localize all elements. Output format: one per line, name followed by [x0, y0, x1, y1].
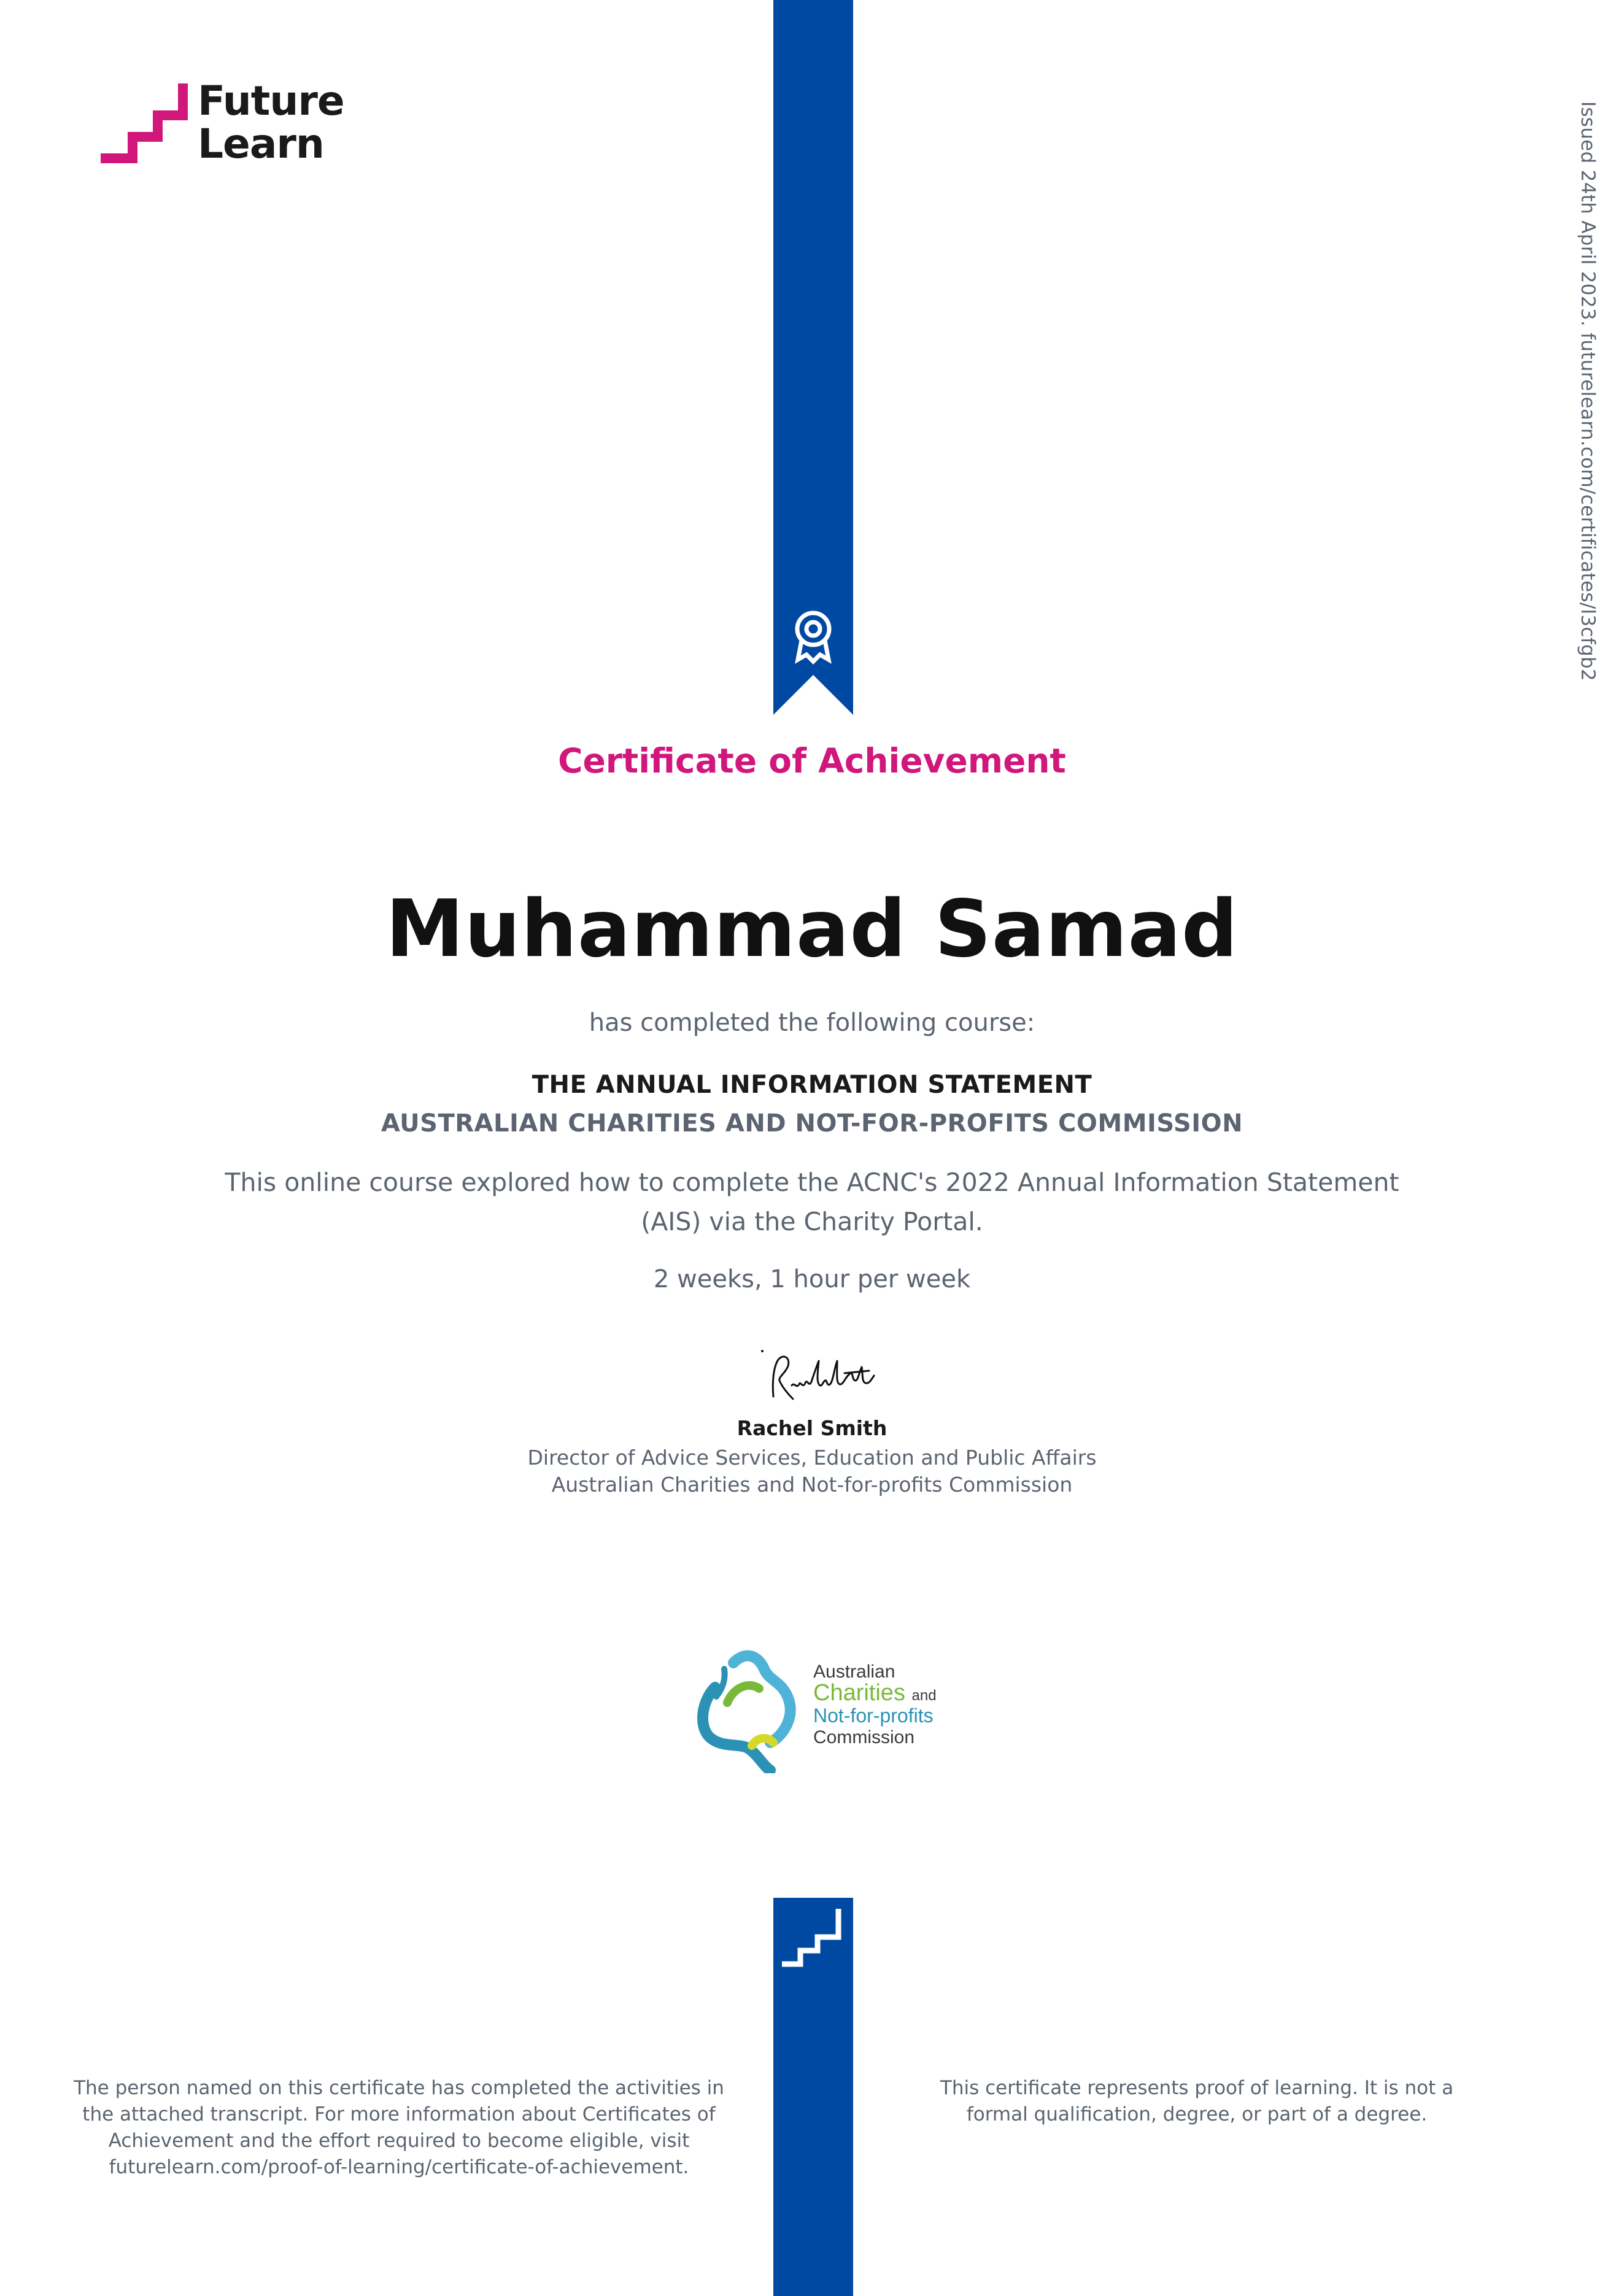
course-duration: 2 weeks, 1 hour per week [653, 1265, 971, 1293]
futurelearn-steps-icon [773, 1898, 853, 1978]
signatory-name: Rachel Smith [737, 1416, 887, 1440]
issued-date-url: Issued 24th April 2023. futurelearn.com/certificates/l3cfgb2 [1577, 101, 1599, 682]
ribbon-top [773, 0, 853, 715]
logo-word-learn: Learn [198, 120, 324, 168]
course-description: This online course explored how to complete the ACNC's 2022 Annual Information Statement (AIS) via the Charity Portal. [225, 1168, 1399, 1236]
footer-note-right: This certificate represents proof of learning. It is not a formal qualification, degree, or part of a degree. [940, 2077, 1454, 2125]
acnc-logo-line1: Australian [813, 1662, 895, 1682]
course-title: THE ANNUAL INFORMATION STATEMENT [532, 1071, 1092, 1099]
futurelearn-logo [98, 77, 356, 172]
acnc-logo-line4: Commission [813, 1727, 915, 1747]
acnc-logo-line3: Not-for-profits [813, 1705, 934, 1727]
footer-note-left: The person named on this certificate has completed the activities in the attached transcript. For more information about Certificates of Achievement and the effort required to become eligible, visit futurelearn.com/proof-of-learning/certificate-of-achievement. [74, 2077, 724, 2178]
australia-map-icon [690, 1644, 813, 1773]
futurelearn-steps-icon [98, 80, 190, 166]
acnc-logo-line2: Charities and [813, 1680, 937, 1706]
signature-image [761, 1349, 878, 1407]
completed-text: has completed the following course: [589, 1009, 1035, 1037]
course-organisation: AUSTRALIAN CHARITIES AND NOT-FOR-PROFITS COMMISSION [381, 1109, 1243, 1138]
signatory-role: Director of Advice Services, Education and Public Affairs [527, 1446, 1097, 1470]
ribbon-bottom [773, 1898, 853, 2296]
certificate-title: Certificate of Achievement [558, 741, 1066, 780]
acnc-logo [690, 1644, 948, 1773]
recipient-name: Muhammad Samad [385, 884, 1239, 975]
logo-word-future: Future [198, 77, 344, 125]
signatory-organisation: Australian Charities and Not-for-profits Commission [551, 1473, 1073, 1497]
